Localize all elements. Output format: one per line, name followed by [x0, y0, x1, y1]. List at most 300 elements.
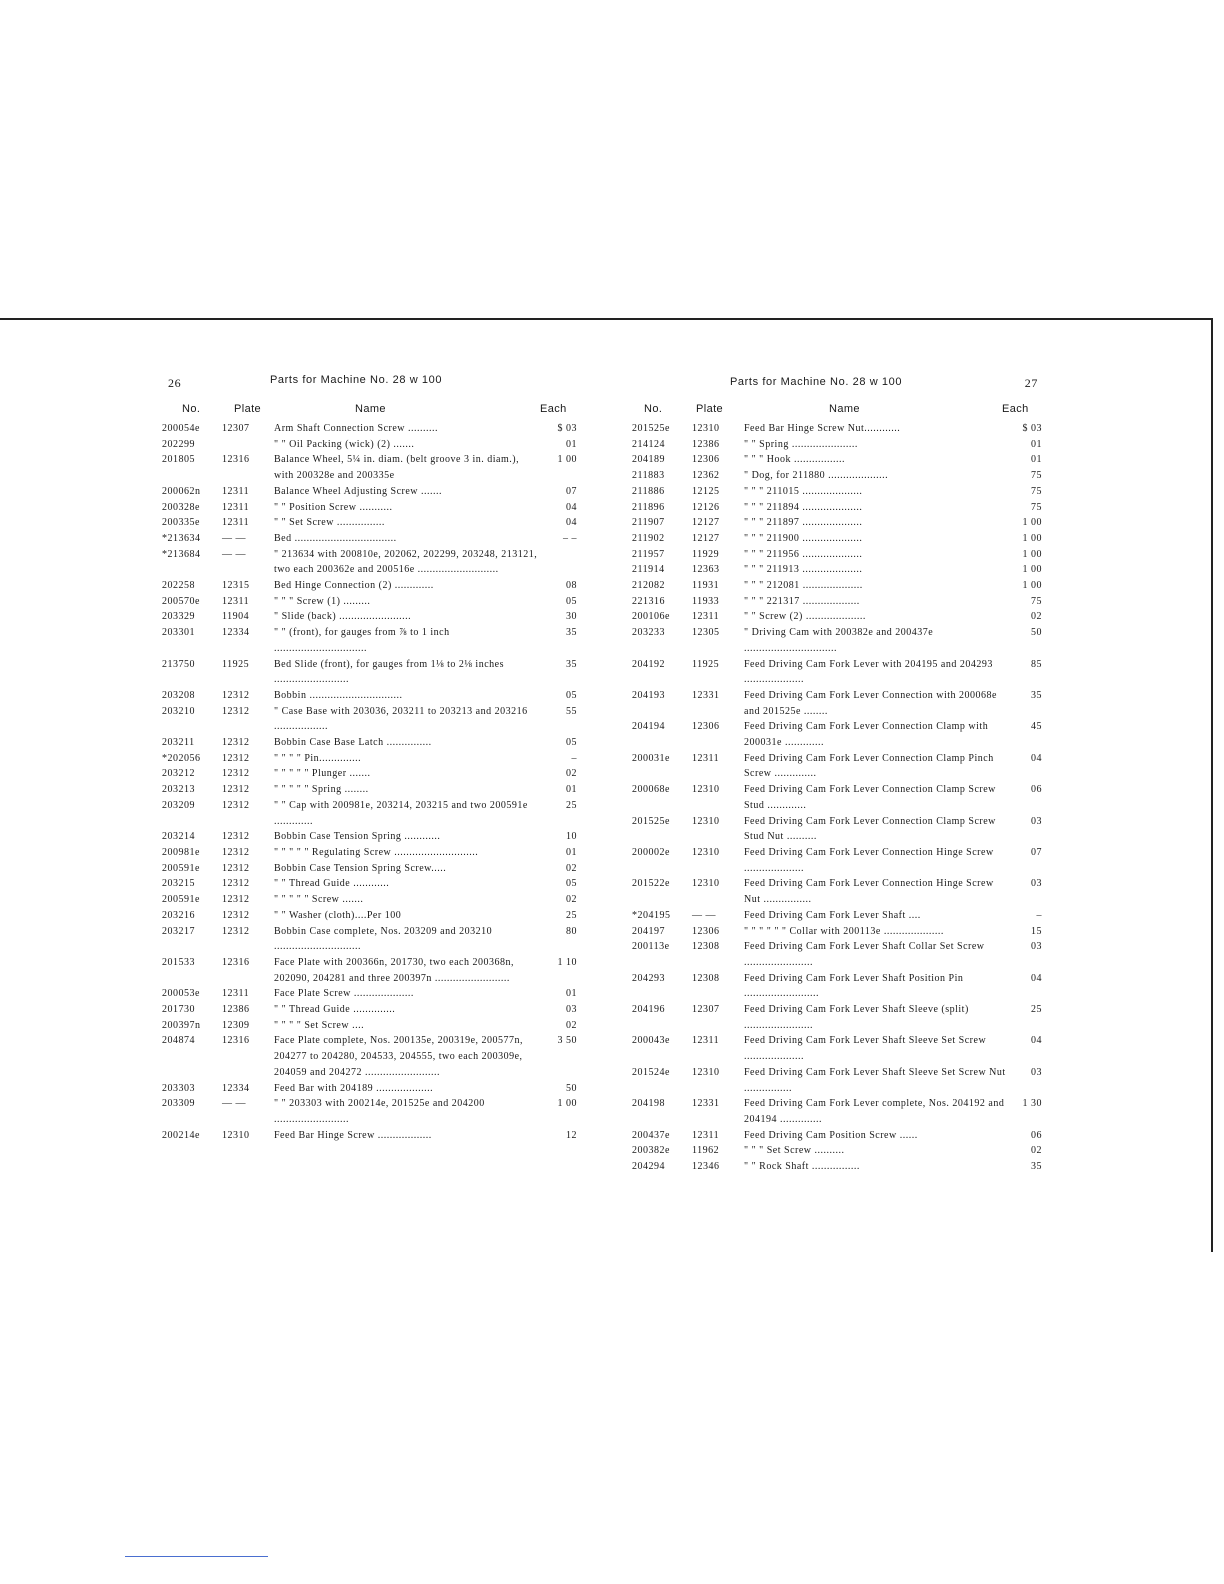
part-name: Feed Driving Cam Fork Lever Connection Hinge Screw Nut ................ — [744, 878, 994, 906]
part-number: 200591e — [162, 862, 200, 874]
plate-number: 11925 — [222, 658, 250, 670]
part-price: 1 00 — [1022, 532, 1042, 544]
part-number: 211914 — [632, 564, 665, 576]
plate-number: 12306 — [692, 925, 720, 937]
table-row — [632, 437, 1042, 453]
part-number: 201524e — [632, 1066, 670, 1078]
part-name: Arm Shaft Connection Screw .......... — [274, 423, 439, 434]
table-row — [632, 719, 1042, 750]
table-row — [162, 609, 577, 625]
plate-number: 12316 — [222, 1035, 250, 1047]
col-plate: Plate — [234, 403, 262, 415]
part-price: 01 — [566, 438, 577, 450]
part-name: " " Screw (2) .................... — [744, 611, 866, 623]
part-number: 203233 — [632, 627, 665, 639]
table-row — [162, 1002, 577, 1018]
part-price: 35 — [566, 658, 577, 670]
part-name: " " " 211913 .................... — [744, 564, 863, 576]
part-price: 02 — [566, 1019, 577, 1031]
part-name: " " " " " Spring ........ — [274, 784, 369, 796]
part-price: 10 — [566, 831, 577, 843]
plate-number: 12307 — [222, 423, 250, 434]
table-row — [162, 578, 577, 594]
plate-number: 12311 — [692, 1035, 720, 1047]
part-number: 200068e — [632, 784, 670, 796]
part-name: Feed Driving Cam Fork Lever Shaft .... — [744, 909, 921, 921]
plate-number: 12331 — [692, 689, 720, 701]
part-number: 200328e — [162, 501, 200, 513]
part-number: 200043e — [632, 1035, 670, 1047]
col-plate: Plate — [696, 403, 724, 415]
part-number: 202258 — [162, 580, 195, 592]
plate-number: 12334 — [222, 1082, 250, 1094]
part-name: " " " Hook ................. — [744, 454, 845, 466]
table-row — [632, 1128, 1042, 1144]
plate-number: 12331 — [692, 1098, 720, 1110]
part-number: 204197 — [632, 925, 665, 937]
part-price: 02 — [1031, 611, 1042, 623]
plate-number: 12312 — [222, 768, 250, 780]
part-name: " " " " Pin.............. — [274, 752, 362, 764]
footer-line — [125, 1556, 268, 1557]
table-row — [632, 594, 1042, 610]
col-no: No. — [644, 403, 663, 415]
part-name: Bobbin Case Tension Spring Screw..... — [274, 862, 447, 874]
part-price: 06 — [1031, 784, 1042, 796]
table-row — [162, 500, 577, 516]
part-name: " " " " " Screw ....... — [274, 894, 364, 906]
part-price: 01 — [1031, 454, 1042, 466]
part-name: " " " " Set Screw .... — [274, 1019, 365, 1031]
table-row — [632, 1033, 1042, 1064]
part-name: Face Plate complete, Nos. 200135e, 200319e, 200577n, 204277 to 204280, 204533, 204555, two each 200309e, 204059 and 204272 ......................... — [274, 1035, 524, 1078]
part-price: 25 — [1031, 1004, 1042, 1016]
table-row — [162, 1096, 577, 1127]
part-name: Feed Driving Cam Fork Lever Shaft Position Pin ......................... — [744, 972, 964, 1000]
part-number: 204293 — [632, 972, 665, 984]
part-price: 03 — [566, 1004, 577, 1016]
part-number: 204196 — [632, 1004, 665, 1016]
part-price: 35 — [1031, 1161, 1042, 1173]
part-price: 08 — [566, 580, 577, 592]
plate-number: 12310 — [692, 784, 720, 796]
col-each: Each — [1002, 403, 1029, 415]
part-price: 05 — [566, 878, 577, 890]
column-headers — [632, 403, 1042, 419]
table-row — [632, 452, 1042, 468]
plate-number: 12311 — [692, 1129, 720, 1141]
column-headers — [162, 403, 577, 419]
plate-number: 11962 — [692, 1145, 720, 1157]
part-price: 75 — [1031, 501, 1042, 513]
plate-number: 12312 — [222, 894, 250, 906]
page-number: 26 — [168, 376, 182, 390]
part-number: 200002e — [632, 846, 670, 858]
part-price: 03 — [1031, 941, 1042, 953]
table-row — [162, 421, 577, 437]
table-row — [162, 986, 577, 1002]
table-row — [632, 939, 1042, 970]
part-name: Bed Slide (front), for gauges from 1⅛ to 2⅛ inches ......................... — [274, 658, 504, 686]
part-name: Feed Driving Cam Fork Lever complete, Nos. 204192 and 204194 .............. — [744, 1098, 1005, 1125]
part-name: Feed Bar with 204189 ................... — [274, 1082, 434, 1094]
part-name: " " Spring ...................... — [744, 438, 858, 450]
table-row — [162, 955, 577, 986]
table-row — [632, 688, 1042, 719]
table-row — [162, 908, 577, 924]
table-row — [632, 751, 1042, 782]
part-number: 204194 — [632, 721, 665, 733]
table-row — [632, 1065, 1042, 1096]
plate-number: 12346 — [692, 1161, 720, 1173]
part-price: 1 00 — [1022, 564, 1042, 576]
part-price: 3 50 — [557, 1035, 577, 1047]
plate-number: 12311 — [222, 501, 250, 513]
parts-table-right — [632, 421, 1042, 1175]
part-number: 201730 — [162, 1004, 195, 1016]
part-number: 203217 — [162, 925, 195, 937]
part-price: 35 — [1031, 689, 1042, 701]
part-name: Balance Wheel, 5¼ in. diam. (belt groove 3 in. diam.), with 200328e and 200335e — [274, 454, 520, 482]
part-price: 85 — [1031, 658, 1042, 670]
plate-number: 12306 — [692, 454, 720, 466]
plate-number: 12312 — [222, 752, 250, 764]
table-row — [162, 657, 577, 688]
part-price: 1 30 — [1022, 1098, 1042, 1110]
part-number: 203213 — [162, 784, 195, 796]
plate-number: 12310 — [692, 423, 720, 434]
part-number: *202056 — [162, 752, 201, 764]
part-price: 30 — [566, 611, 577, 623]
part-name: " " " 211897 .................... — [744, 517, 863, 529]
part-name: Bobbin ............................... — [274, 689, 403, 701]
part-price: 15 — [1031, 925, 1042, 937]
part-price: 03 — [1031, 815, 1042, 827]
part-name: " " Thread Guide ............ — [274, 878, 390, 890]
plate-number: 12316 — [222, 956, 250, 968]
plate-number: 12312 — [222, 846, 250, 858]
table-row — [632, 1143, 1042, 1159]
part-name: Feed Bar Hinge Screw Nut............ — [744, 423, 901, 434]
part-number: 203309 — [162, 1098, 195, 1110]
plate-number: 12311 — [222, 517, 250, 529]
part-number: 203303 — [162, 1082, 195, 1094]
part-price: 02 — [1031, 1145, 1042, 1157]
table-row — [162, 704, 577, 735]
part-name: " " " Screw (1) ......... — [274, 595, 371, 607]
part-name: " " Set Screw ................ — [274, 517, 385, 529]
plate-number: 12310 — [222, 1129, 250, 1141]
part-number: 211886 — [632, 485, 665, 497]
part-number: 202299 — [162, 438, 195, 450]
part-number: 221316 — [632, 595, 665, 607]
table-row — [162, 437, 577, 453]
part-price: 07 — [1031, 846, 1042, 858]
part-name: Feed Driving Cam Fork Lever Shaft Sleeve (split) ....................... — [744, 1004, 969, 1031]
part-price — [547, 547, 577, 578]
part-name: Bobbin Case complete, Nos. 203209 and 203210 ............................. — [274, 925, 493, 953]
plate-number: 12311 — [222, 485, 250, 497]
plate-number: — — — [222, 1098, 246, 1110]
plate-number: 12127 — [692, 532, 720, 544]
part-price: 1 00 — [557, 454, 577, 466]
part-price: 1 00 — [557, 1098, 577, 1110]
table-row — [162, 688, 577, 704]
table-row — [632, 500, 1042, 516]
table-row — [162, 594, 577, 610]
part-price: 04 — [1031, 972, 1042, 984]
plate-number: 12311 — [222, 988, 250, 1000]
part-number: 211907 — [632, 517, 665, 529]
table-row — [632, 625, 1042, 656]
part-number: 200113e — [632, 941, 670, 953]
table-row — [632, 484, 1042, 500]
part-number: 200053e — [162, 988, 200, 1000]
part-name: Feed Driving Cam Fork Lever Connection with 200068e and 201525e ........ — [744, 689, 997, 717]
col-each: Each — [540, 403, 567, 415]
part-number: 203215 — [162, 878, 195, 890]
part-price: 03 — [1031, 1066, 1042, 1078]
part-number: *213634 — [162, 532, 201, 544]
part-number: 201525e — [632, 423, 670, 434]
table-row — [162, 515, 577, 531]
table-row — [632, 562, 1042, 578]
plate-number: 12312 — [222, 878, 250, 890]
part-number: 203209 — [162, 799, 195, 811]
table-row — [632, 547, 1042, 563]
part-number: 211957 — [632, 548, 665, 560]
part-name: Feed Driving Cam Fork Lever Connection Hinge Screw .................... — [744, 846, 994, 874]
table-row — [632, 924, 1042, 940]
table-row — [632, 515, 1042, 531]
table-row — [632, 468, 1042, 484]
plate-number: 12306 — [692, 721, 720, 733]
part-price: 75 — [1031, 485, 1042, 497]
col-name: Name — [829, 403, 860, 415]
part-price: – — [1036, 909, 1042, 921]
part-name: Feed Driving Cam Fork Lever Shaft Collar Set Screw ....................... — [744, 941, 985, 968]
plate-number: 11929 — [692, 548, 720, 560]
table-row — [162, 1081, 577, 1097]
plate-number: 12310 — [692, 846, 720, 858]
plate-number: 12315 — [222, 580, 250, 592]
table-row — [162, 1018, 577, 1034]
part-name: Feed Driving Cam Fork Lever Shaft Sleeve Set Screw .................... — [744, 1035, 987, 1063]
plate-number: 12312 — [222, 689, 250, 701]
table-row — [632, 1096, 1042, 1127]
table-row — [162, 452, 577, 483]
plate-number: 11931 — [692, 580, 720, 592]
part-price: 25 — [566, 799, 577, 811]
part-name: " " Position Screw ........... — [274, 501, 393, 513]
part-name: Bobbin Case Base Latch ............... — [274, 737, 432, 749]
part-name: " 213634 with 200810e, 202062, 202299, 203248, 213121, two each 200362e and 200516e ........................... — [274, 548, 538, 576]
part-number: 200397n — [162, 1019, 201, 1031]
table-row — [162, 892, 577, 908]
part-number: 200981e — [162, 846, 200, 858]
col-no: No. — [182, 403, 201, 415]
part-price: 75 — [1031, 595, 1042, 607]
part-price: 01 — [566, 846, 577, 858]
part-number: 200031e — [632, 752, 670, 764]
part-number: 200382e — [632, 1145, 670, 1157]
part-price: 1 00 — [1022, 548, 1042, 560]
table-row — [632, 971, 1042, 1002]
part-name: " " " " " Regulating Screw ............................ — [274, 846, 479, 858]
table-row — [632, 609, 1042, 625]
part-name: " " " 211015 .................... — [744, 485, 863, 497]
plate-number: 12312 — [222, 737, 250, 749]
part-number: *204195 — [632, 909, 671, 921]
plate-number: 12311 — [222, 595, 250, 607]
plate-number: 12125 — [692, 485, 720, 497]
part-number: 200570e — [162, 595, 200, 607]
part-price: 1 00 — [1022, 580, 1042, 592]
plate-number: 12312 — [222, 705, 250, 717]
part-price: 04 — [1031, 1035, 1042, 1047]
part-number: 201522e — [632, 878, 670, 890]
plate-number: 12312 — [222, 784, 250, 796]
part-name: Feed Driving Cam Fork Lever Connection Clamp with 200031e ............. — [744, 721, 989, 749]
table-row — [632, 1159, 1042, 1175]
plate-number: 12334 — [222, 627, 250, 639]
plate-number: 12311 — [692, 611, 720, 623]
part-name: Balance Wheel Adjusting Screw ....... — [274, 485, 443, 497]
part-price: 05 — [566, 595, 577, 607]
part-number: 204294 — [632, 1161, 665, 1173]
part-name: Face Plate with 200366n, 201730, two each 200368n, 202090, 204281 and three 200397n ......................... — [274, 956, 514, 984]
part-price: 1 00 — [1022, 517, 1042, 529]
table-row — [632, 1002, 1042, 1033]
table-row — [162, 625, 577, 656]
table-row — [162, 782, 577, 798]
part-price: 35 — [566, 627, 577, 639]
table-row — [162, 766, 577, 782]
part-name: " " " 211894 .................... — [744, 501, 863, 513]
table-row — [162, 829, 577, 845]
part-price: 05 — [566, 737, 577, 749]
part-price: 06 — [1031, 1129, 1042, 1141]
part-price: – – — [563, 532, 577, 544]
plate-number: 12386 — [222, 1004, 250, 1016]
part-name: " " " 221317 ................... — [744, 595, 860, 607]
plate-number: 12311 — [692, 752, 720, 764]
plate-number: 12310 — [692, 815, 720, 827]
part-number: 201525e — [632, 815, 670, 827]
part-price: 01 — [1031, 438, 1042, 450]
part-number: 203216 — [162, 909, 195, 921]
part-price: $ 03 — [557, 423, 577, 434]
part-number: 203301 — [162, 627, 195, 639]
plate-number: 12312 — [222, 909, 250, 921]
part-price: 02 — [566, 862, 577, 874]
part-number: 200591e — [162, 894, 200, 906]
page-header — [162, 372, 577, 398]
table-row — [162, 484, 577, 500]
part-name: Feed Bar Hinge Screw .................. — [274, 1129, 432, 1141]
plate-number: 11904 — [222, 611, 250, 623]
part-number: 214124 — [632, 438, 665, 450]
part-number: 200062n — [162, 485, 201, 497]
part-price: 07 — [566, 485, 577, 497]
plate-number: 12308 — [692, 972, 720, 984]
part-name: " " " 211900 .................... — [744, 532, 863, 544]
table-row — [162, 845, 577, 861]
table-row — [162, 798, 577, 829]
part-number: 200054e — [162, 423, 200, 434]
part-name: " " Thread Guide .............. — [274, 1004, 396, 1016]
page-number: 27 — [1024, 376, 1038, 390]
part-number: 200106e — [632, 611, 670, 623]
table-row — [162, 876, 577, 892]
table-row — [162, 531, 577, 547]
part-price: 02 — [566, 894, 577, 906]
plate-number: 12312 — [222, 831, 250, 843]
table-row — [162, 1033, 577, 1080]
part-name: " " Rock Shaft ................ — [744, 1161, 860, 1173]
part-name: Bed Hinge Connection (2) ............. — [274, 580, 434, 592]
part-name: " Driving Cam with 200382e and 200437e ............................... — [744, 627, 934, 654]
table-row — [632, 531, 1042, 547]
plate-number: 12308 — [692, 941, 720, 953]
part-number: 203214 — [162, 831, 195, 843]
part-name: " " 203303 with 200214e, 201525e and 204200 ......................... — [274, 1098, 485, 1125]
part-number: 204192 — [632, 658, 665, 670]
part-number: 213750 — [162, 658, 195, 670]
part-name: " " (front), for gauges from ⅞ to 1 inch ............................... — [274, 627, 450, 654]
part-name: " " Cap with 200981e, 203214, 203215 and two 200591e ............. — [274, 799, 528, 827]
part-number: 204193 — [632, 689, 665, 701]
part-price: 25 — [566, 909, 577, 921]
plate-number: 12126 — [692, 501, 720, 513]
part-number: 212082 — [632, 580, 665, 592]
plate-number: 12316 — [222, 454, 250, 466]
plate-number: — — — [222, 532, 246, 544]
plate-number: 12127 — [692, 517, 720, 529]
part-price: 1 10 — [557, 956, 577, 968]
table-row — [162, 547, 577, 578]
part-name: " Slide (back) ........................ — [274, 611, 412, 623]
plate-number: 12310 — [692, 878, 720, 890]
table-row — [632, 908, 1042, 924]
part-name: Feed Driving Cam Fork Lever Connection Clamp Screw Stud Nut .......... — [744, 815, 996, 843]
plate-number — [222, 437, 266, 453]
part-number: *213684 — [162, 548, 201, 560]
table-row — [162, 924, 577, 955]
page-title: Parts for Machine No. 28 w 100 — [730, 376, 903, 388]
part-name: Face Plate Screw .................... — [274, 988, 414, 1000]
part-name: " " " Set Screw .......... — [744, 1145, 845, 1157]
part-name: " " Oil Packing (wick) (2) ....... — [274, 438, 415, 450]
page-title: Parts for Machine No. 28 w 100 — [270, 374, 443, 386]
col-name: Name — [355, 403, 386, 415]
part-number: 211896 — [632, 501, 665, 513]
table-row — [632, 814, 1042, 845]
part-name: " " " " " " Collar with 200113e .................... — [744, 925, 944, 937]
part-number: 203211 — [162, 737, 195, 749]
table-row — [632, 782, 1042, 813]
plate-number: 12362 — [692, 470, 720, 482]
part-name: Feed Driving Cam Fork Lever Connection Clamp Screw Stud ............. — [744, 784, 996, 811]
part-name: Bobbin Case Tension Spring ............ — [274, 831, 441, 843]
table-row — [632, 657, 1042, 688]
part-name: Feed Driving Cam Fork Lever Shaft Sleeve Set Screw Nut ................ — [744, 1066, 1006, 1094]
part-number: 211883 — [632, 470, 665, 482]
part-name: Feed Driving Cam Position Screw ...... — [744, 1129, 918, 1141]
plate-number: 11925 — [692, 658, 720, 670]
part-number: 203212 — [162, 768, 195, 780]
plate-number: 12363 — [692, 564, 720, 576]
